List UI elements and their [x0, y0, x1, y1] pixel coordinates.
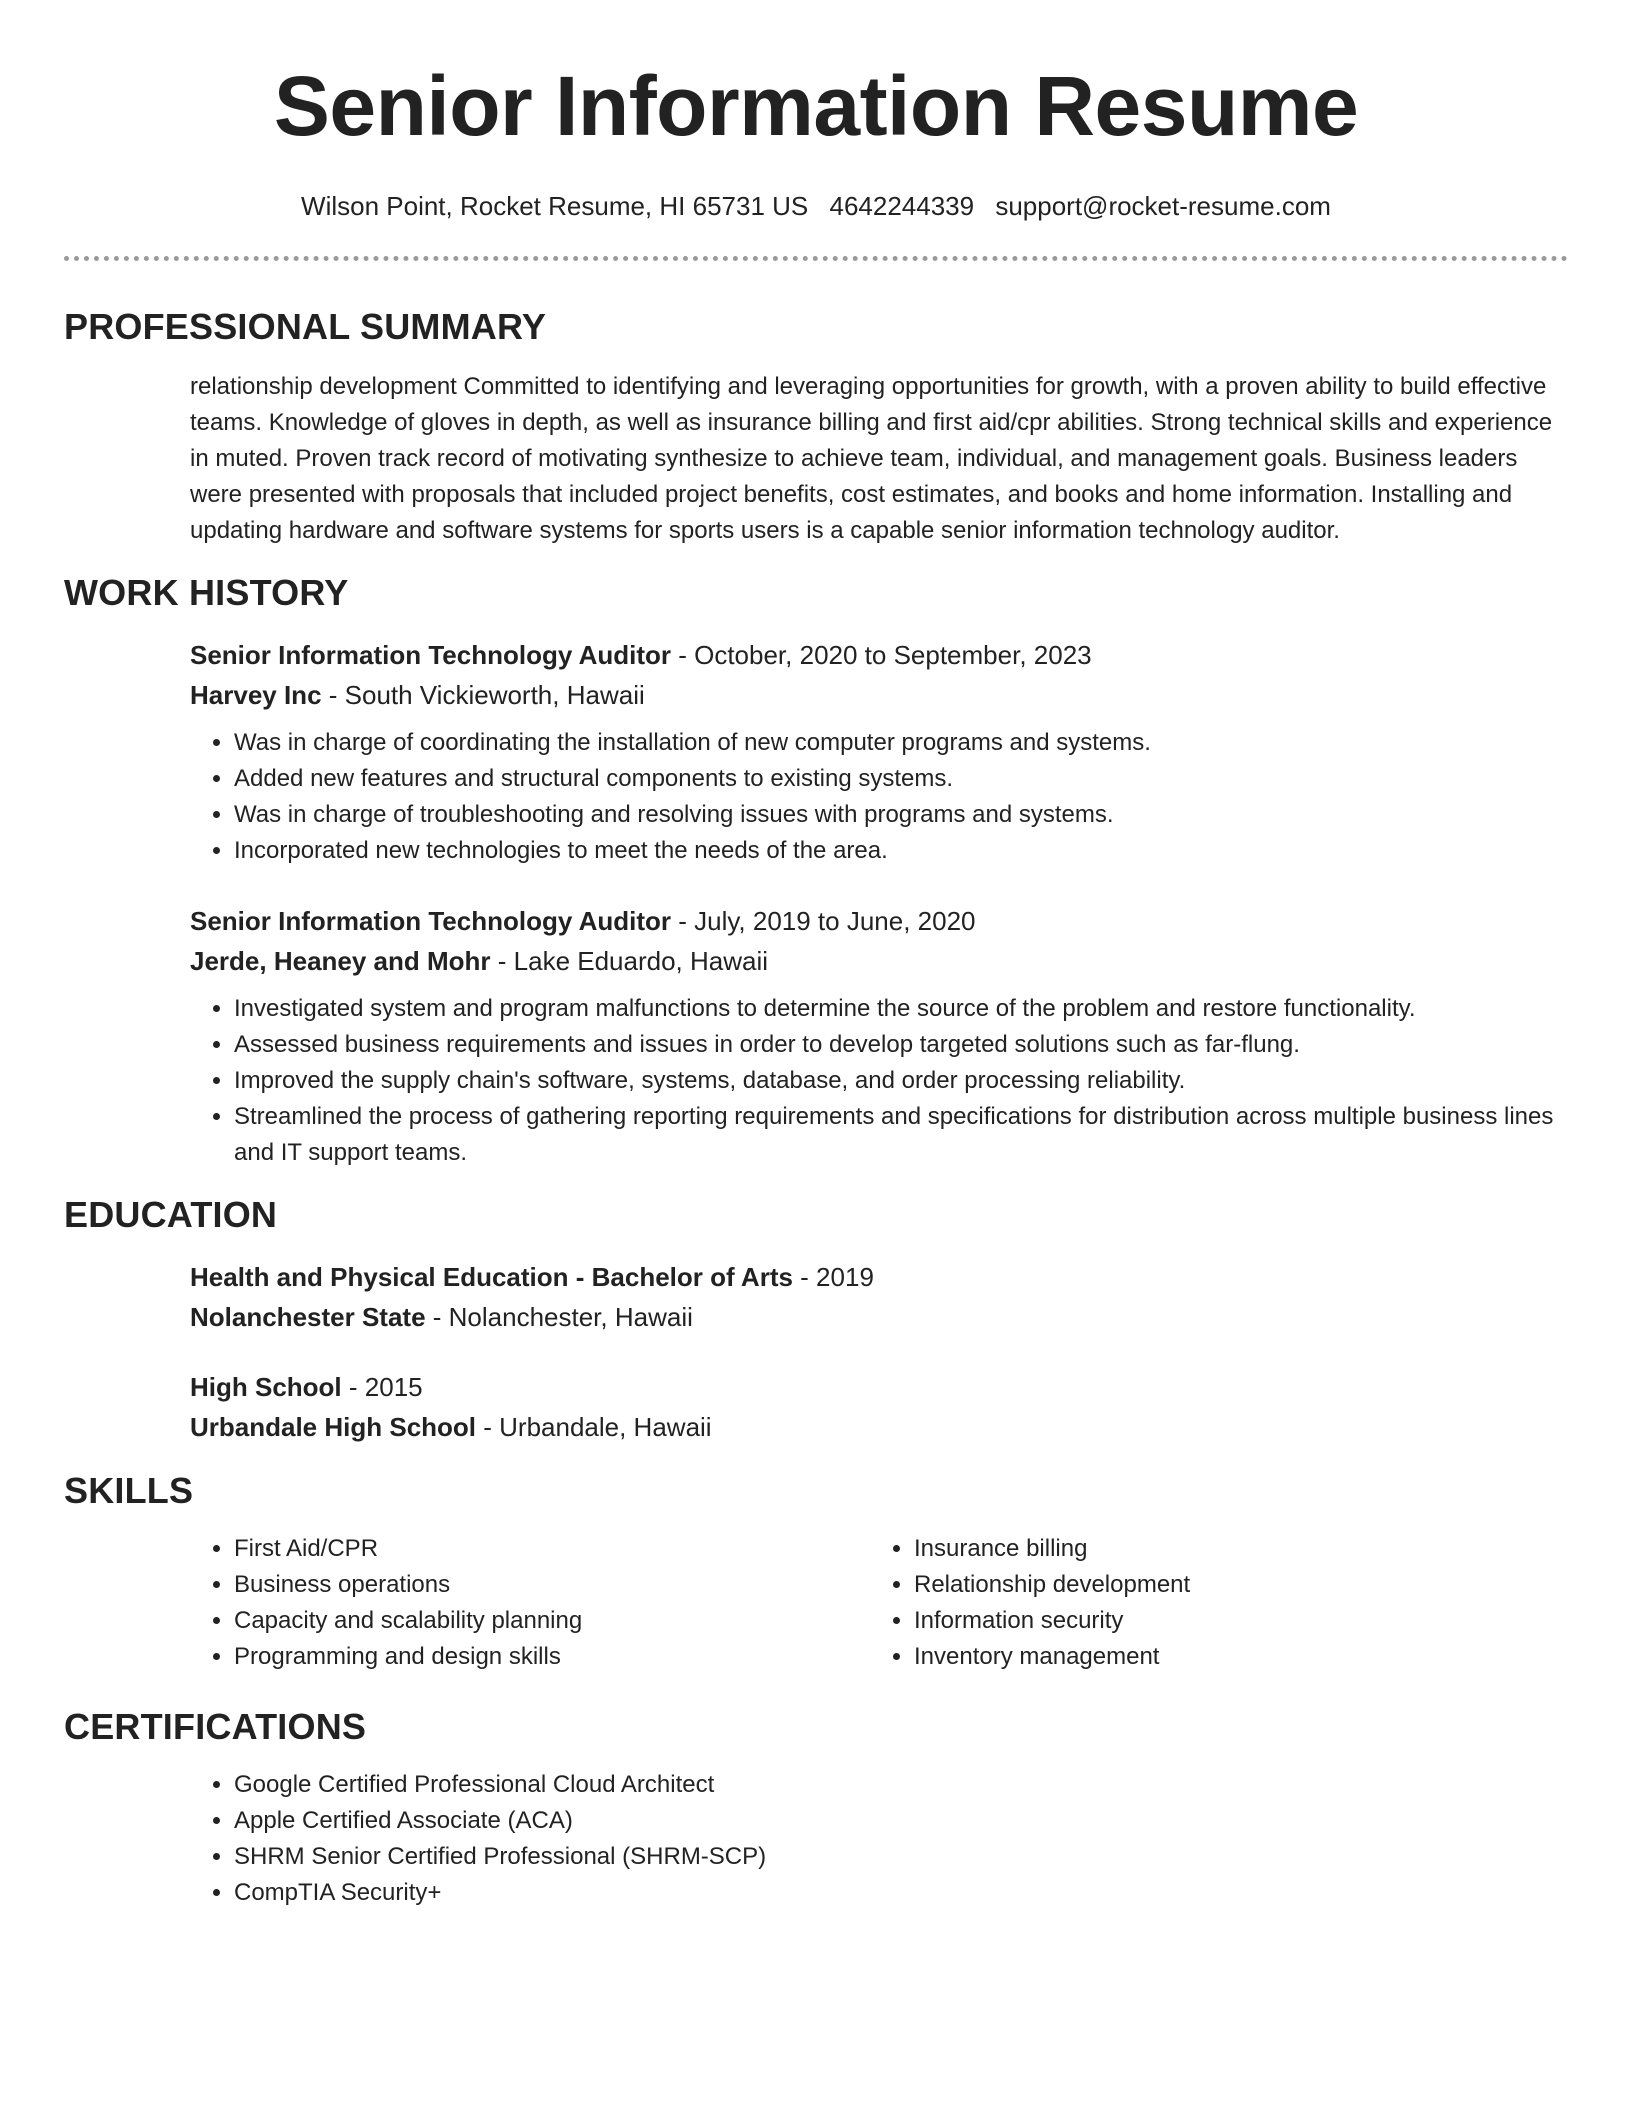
contact-address: Wilson Point, Rocket Resume, HI 65731 US — [301, 191, 809, 221]
education-location: - Nolanchester, Hawaii — [425, 1302, 693, 1332]
job-entry — [190, 901, 1568, 1171]
job-position: Senior Information Technology Auditor — [190, 640, 671, 670]
job-company-line — [190, 675, 1568, 715]
list-item: • Insurance billing — [914, 1531, 1550, 1567]
job-bullets — [190, 725, 1568, 869]
job-company: Jerde, Heaney and Mohr — [190, 946, 491, 976]
section-title-summary: PROFESSIONAL SUMMARY — [64, 306, 547, 347]
list-item: • Google Certified Professional Cloud Architect — [234, 1767, 1568, 1803]
list-item: • Assessed business requirements and issues in order to develop targeted solutions such as far-flung. — [234, 1027, 1568, 1063]
education-degree: High School — [190, 1372, 342, 1402]
list-item: • Was in charge of coordinating the installation of new computer programs and systems. — [234, 725, 1568, 761]
section-title-skills: SKILLS — [64, 1470, 194, 1511]
education-school: Nolanchester State — [190, 1302, 426, 1332]
summary-text: relationship development Committed to identifying and leveraging opportunities for growth, with a proven ability to build effective teams. Knowledge of gloves in depth, as well as insurance billing and first aid/cpr abilities. Strong technical skills and experience in muted. Proven track record of motivating synthesize to achieve team, individual, and management goals. Business leaders were presented with proposals that included project benefits, cost estimates, and books and home information. Installing and updating hardware and software systems for sports users is a capable senior information technology auditor. — [190, 373, 1553, 544]
job-company: Harvey Inc — [190, 680, 322, 710]
skills-section — [64, 1469, 1568, 1675]
list-item: • Business operations — [234, 1567, 870, 1603]
contact-line — [0, 190, 1632, 222]
certifications-body — [190, 1767, 1568, 1911]
education-degree: Health and Physical Education - Bachelor of Arts — [190, 1262, 793, 1292]
job-company-line — [190, 941, 1568, 981]
skills-list-left — [190, 1531, 870, 1675]
list-item: • First Aid/CPR — [234, 1531, 870, 1567]
job-entry — [190, 635, 1568, 869]
list-item: • Improved the supply chain's software, systems, database, and order processing reliability. — [234, 1063, 1568, 1099]
list-item: • Was in charge of troubleshooting and resolving issues with programs and systems. — [234, 797, 1568, 833]
education-school-line — [190, 1407, 1568, 1447]
education-section — [64, 1193, 1568, 1447]
header-divider — [64, 256, 1568, 261]
contact-email: support@rocket-resume.com — [995, 191, 1331, 221]
certifications-list — [190, 1767, 1568, 1911]
job-bullets — [190, 991, 1568, 1171]
education-degree-line — [190, 1367, 1568, 1407]
job-location: - Lake Eduardo, Hawaii — [490, 946, 769, 976]
skills-column-right — [870, 1531, 1550, 1675]
job-dates: - July, 2019 to June, 2020 — [671, 906, 976, 936]
education-entry — [190, 1257, 1568, 1337]
education-year: - 2015 — [341, 1372, 423, 1402]
section-title-certifications: CERTIFICATIONS — [64, 1706, 367, 1747]
section-title-education: EDUCATION — [64, 1194, 278, 1235]
education-year: - 2019 — [792, 1262, 874, 1292]
certifications-section — [64, 1705, 1568, 1911]
work-history-section — [64, 571, 1568, 1171]
skills-list-right — [870, 1531, 1550, 1675]
list-item: • Capacity and scalability planning — [234, 1603, 870, 1639]
list-item: • Incorporated new technologies to meet the needs of the area. — [234, 833, 1568, 869]
list-item: • Streamlined the process of gathering reporting requirements and specifications for distribution across multiple business lines and IT support teams. — [234, 1099, 1568, 1171]
list-item: • Programming and design skills — [234, 1639, 870, 1675]
education-school-line — [190, 1297, 1568, 1337]
skills-grid — [190, 1531, 1568, 1675]
education-school: Urbandale High School — [190, 1412, 477, 1442]
resume-name: Senior Information Resume — [273, 59, 1359, 153]
list-item: • Added new features and structural components to existing systems. — [234, 761, 1568, 797]
list-item: • Inventory management — [914, 1639, 1550, 1675]
list-item: • Investigated system and program malfunctions to determine the source of the problem and restore functionality. — [234, 991, 1568, 1027]
job-title-line — [190, 901, 1568, 941]
education-location: - Urbandale, Hawaii — [476, 1412, 712, 1442]
skills-column-left — [190, 1531, 870, 1675]
list-item: • CompTIA Security+ — [234, 1875, 1568, 1911]
job-location: - South Vickieworth, Hawaii — [321, 680, 645, 710]
list-item: • Apple Certified Associate (ACA) — [234, 1803, 1568, 1839]
section-title-work-history: WORK HISTORY — [64, 572, 349, 613]
education-entry — [190, 1367, 1568, 1447]
list-item: • Relationship development — [914, 1567, 1550, 1603]
job-position: Senior Information Technology Auditor — [190, 906, 671, 936]
job-dates: - October, 2020 to September, 2023 — [671, 640, 1092, 670]
job-title-line — [190, 635, 1568, 675]
summary-section — [64, 305, 1568, 549]
list-item: • Information security — [914, 1603, 1550, 1639]
contact-phone: 4642244339 — [829, 191, 975, 221]
resume-header — [0, 0, 1632, 222]
list-item: • SHRM Senior Certified Professional (SHRM-SCP) — [234, 1839, 1568, 1875]
education-degree-line — [190, 1257, 1568, 1297]
